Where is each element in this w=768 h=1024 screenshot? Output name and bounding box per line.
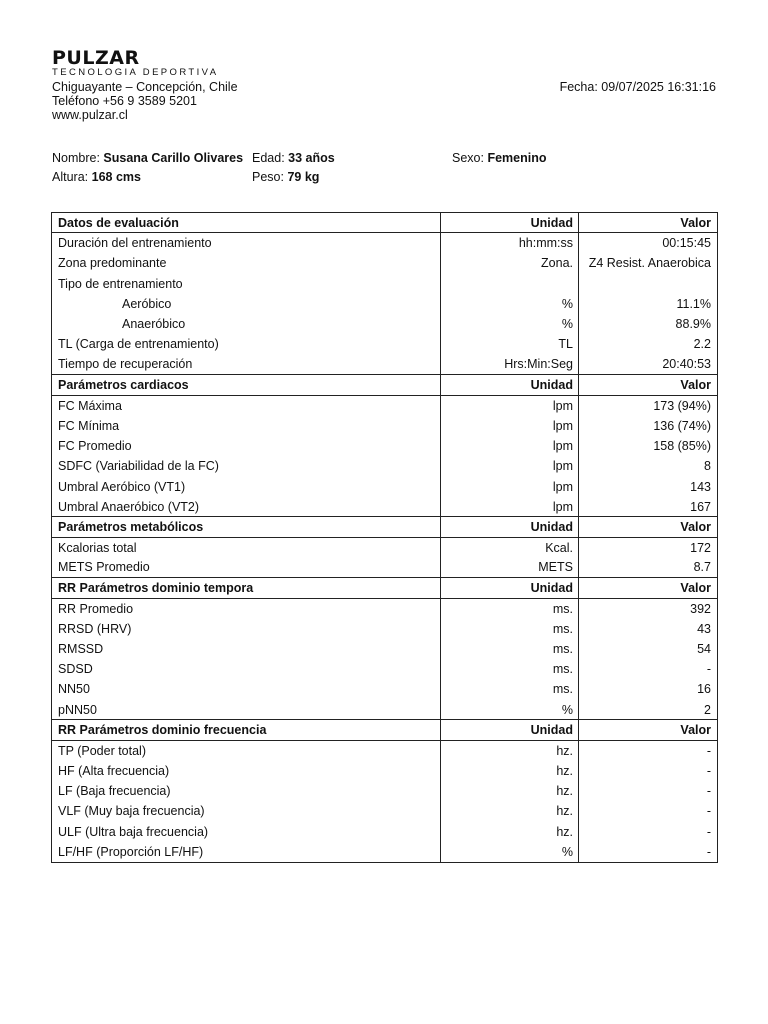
table-row: [52, 740, 718, 760]
row-label: Umbral Anaeróbico (VT2): [52, 497, 441, 517]
table-row: [52, 598, 718, 618]
row-label: LF/HF (Proporción LF/HF): [52, 842, 441, 862]
company-logo: PULZAR: [52, 47, 140, 69]
value-header: Valor: [579, 213, 718, 233]
table-row: [52, 700, 718, 720]
row-value: 00:15:45: [579, 233, 718, 253]
row-unit: ms.: [441, 679, 579, 699]
section-header-row: [52, 375, 718, 395]
table-row: [52, 537, 718, 557]
row-value: 167: [579, 497, 718, 517]
row-value: 143: [579, 476, 718, 496]
row-label: TP (Poder total): [52, 740, 441, 760]
table-row: [52, 233, 718, 253]
row-label: LF (Baja frecuencia): [52, 781, 441, 801]
section-title: RR Parámetros dominio frecuencia: [52, 720, 441, 740]
value-header: Valor: [579, 578, 718, 598]
row-value: 43: [579, 618, 718, 638]
row-unit: hz.: [441, 821, 579, 841]
row-unit: [441, 273, 579, 293]
row-label: Kcalorias total: [52, 537, 441, 557]
patient-height: [52, 170, 141, 185]
row-unit: hh:mm:ss: [441, 233, 579, 253]
patient-age: [252, 151, 335, 166]
row-label: Tipo de entrenamiento: [52, 273, 441, 293]
table-row: [52, 456, 718, 476]
table-row: [52, 761, 718, 781]
row-value: [579, 273, 718, 293]
row-unit: lpm: [441, 395, 579, 415]
row-unit: %: [441, 842, 579, 862]
table-row: [52, 476, 718, 496]
evaluation-table: [51, 212, 718, 863]
row-value: 392: [579, 598, 718, 618]
row-value: -: [579, 740, 718, 760]
table-row: [52, 253, 718, 273]
row-unit: lpm: [441, 497, 579, 517]
company-address: Chiguayante – Concepción, Chile: [52, 80, 238, 94]
row-value: 2.2: [579, 334, 718, 354]
patient-sex: [452, 151, 547, 166]
unit-header: Unidad: [441, 578, 579, 598]
row-label: HF (Alta frecuencia): [52, 761, 441, 781]
row-label: Zona predominante: [52, 253, 441, 273]
table-row: [52, 842, 718, 862]
table-row: [52, 334, 718, 354]
table-row: [52, 639, 718, 659]
row-label: RR Promedio: [52, 598, 441, 618]
row-label: TL (Carga de entrenamiento): [52, 334, 441, 354]
unit-header: Unidad: [441, 375, 579, 395]
table-row: [52, 659, 718, 679]
row-unit: %: [441, 294, 579, 314]
table-row: [52, 294, 718, 314]
row-unit: ms.: [441, 598, 579, 618]
table-row: [52, 618, 718, 638]
row-unit: %: [441, 314, 579, 334]
patient-name: [52, 151, 243, 166]
table-row: [52, 273, 718, 293]
section-header-row: [52, 720, 718, 740]
row-unit: hz.: [441, 781, 579, 801]
unit-header: Unidad: [441, 720, 579, 740]
row-value: 8: [579, 456, 718, 476]
row-value: 172: [579, 537, 718, 557]
section-header-row: [52, 578, 718, 598]
row-unit: lpm: [441, 436, 579, 456]
row-label: ULF (Ultra baja frecuencia): [52, 821, 441, 841]
row-unit: TL: [441, 334, 579, 354]
row-label: pNN50: [52, 700, 441, 720]
row-value: 88.9%: [579, 314, 718, 334]
row-value: 136 (74%): [579, 415, 718, 435]
row-value: -: [579, 659, 718, 679]
row-label: METS Promedio: [52, 558, 441, 578]
section-title: Parámetros metabólicos: [52, 517, 441, 537]
unit-header: Unidad: [441, 517, 579, 537]
section-title: Datos de evaluación: [52, 213, 441, 233]
value-header: Valor: [579, 375, 718, 395]
row-label: Tiempo de recuperación: [52, 355, 441, 375]
row-label: Duración del entrenamiento: [52, 233, 441, 253]
row-unit: hz.: [441, 761, 579, 781]
table-row: [52, 801, 718, 821]
report-date: [560, 80, 716, 95]
row-unit: METS: [441, 558, 579, 578]
row-value: 11.1%: [579, 294, 718, 314]
patient-age-value: 33 años: [288, 151, 335, 165]
table-row: [52, 781, 718, 801]
table-row: [52, 395, 718, 415]
row-unit: %: [441, 700, 579, 720]
row-label: Aeróbico: [52, 294, 441, 314]
report-date-value: 09/07/2025 16:31:16: [601, 80, 716, 94]
patient-weight: [252, 170, 319, 185]
row-label: FC Mínima: [52, 415, 441, 435]
table-row: [52, 497, 718, 517]
section-title: RR Parámetros dominio tempora: [52, 578, 441, 598]
patient-weight-label: Peso:: [252, 170, 284, 184]
row-value: 54: [579, 639, 718, 659]
row-unit: lpm: [441, 456, 579, 476]
row-unit: lpm: [441, 476, 579, 496]
row-unit: hz.: [441, 801, 579, 821]
company-website: www.pulzar.cl: [52, 108, 128, 122]
row-value: 173 (94%): [579, 395, 718, 415]
section-header-row: [52, 213, 718, 233]
row-value: -: [579, 761, 718, 781]
value-header: Valor: [579, 720, 718, 740]
patient-weight-value: 79 kg: [287, 170, 320, 184]
row-label: SDFC (Variabilidad de la FC): [52, 456, 441, 476]
table-row: [52, 355, 718, 375]
row-label: FC Máxima: [52, 395, 441, 415]
row-value: Z4 Resist. Anaerobica: [579, 253, 718, 273]
row-value: 158 (85%): [579, 436, 718, 456]
patient-name-label: Nombre:: [52, 151, 100, 165]
row-label: FC Promedio: [52, 436, 441, 456]
table-row: [52, 436, 718, 456]
row-label: VLF (Muy baja frecuencia): [52, 801, 441, 821]
value-header: Valor: [579, 517, 718, 537]
company-phone: Teléfono +56 9 3589 5201: [52, 94, 197, 108]
row-unit: Zona.: [441, 253, 579, 273]
row-value: 20:40:53: [579, 355, 718, 375]
patient-sex-value: Femenino: [487, 151, 547, 165]
table-row: [52, 415, 718, 435]
row-unit: lpm: [441, 415, 579, 435]
section-header-row: [52, 517, 718, 537]
row-label: RMSSD: [52, 639, 441, 659]
report-date-label: Fecha:: [559, 80, 598, 94]
table-row: [52, 679, 718, 699]
row-unit: Kcal.: [441, 537, 579, 557]
row-unit: ms.: [441, 639, 579, 659]
row-unit: hz.: [441, 740, 579, 760]
row-value: -: [579, 781, 718, 801]
row-value: -: [579, 801, 718, 821]
row-label: NN50: [52, 679, 441, 699]
unit-header: Unidad: [441, 213, 579, 233]
row-unit: ms.: [441, 659, 579, 679]
row-unit: ms.: [441, 618, 579, 638]
patient-height-value: 168 cms: [91, 170, 141, 184]
row-unit: Hrs:Min:Seg: [441, 355, 579, 375]
row-value: 16: [579, 679, 718, 699]
patient-sex-label: Sexo:: [452, 151, 484, 165]
row-value: 2: [579, 700, 718, 720]
table-row: [52, 558, 718, 578]
row-value: 8.7: [579, 558, 718, 578]
patient-name-value: Susana Carillo Olivares: [103, 151, 244, 165]
patient-age-label: Edad:: [252, 151, 285, 165]
row-value: -: [579, 821, 718, 841]
patient-height-label: Altura:: [52, 170, 89, 184]
company-tagline: TECNOLOGIA DEPORTIVA: [52, 67, 219, 78]
row-label: Umbral Aeróbico (VT1): [52, 476, 441, 496]
row-value: -: [579, 842, 718, 862]
table-row: [52, 821, 718, 841]
row-label: SDSD: [52, 659, 441, 679]
row-label: RRSD (HRV): [52, 618, 441, 638]
table-row: [52, 314, 718, 334]
section-title: Parámetros cardiacos: [52, 375, 441, 395]
row-label: Anaeróbico: [52, 314, 441, 334]
